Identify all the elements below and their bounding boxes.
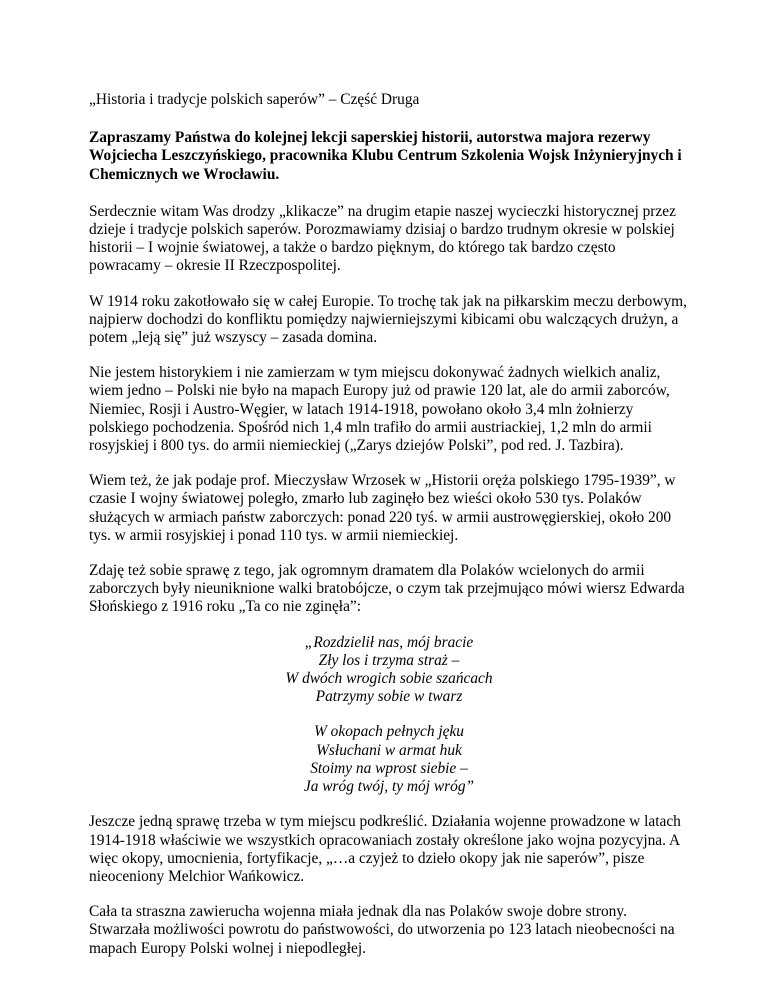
poem-stanza-1 [89, 634, 689, 707]
poem [89, 634, 689, 797]
paragraph-conscription: Nie jestem historykiem i nie zamierzam w tym miejscu dokonywać żadnych wielkich analiz, wiem jedno – Polski nie było na mapach Europy już od prawie 120 lat, ale do armii zaborców, Niemiec, Rosji i Austro-Węgier, w latach 1914-1918, powołano około 3,4 mln żołnierzy polskiego pochodzenia. Spośród nich 1,4 mln trafiło do armii austriackiej, 1,2 mln do armii rosyjskiej i 800 tys. do armii niemieckiej („Zarys dziejów Polski”, pod red. J. Tazbira). [89, 364, 670, 455]
poem-line: Zły los i trzyma straż – [318, 651, 460, 669]
poem-stanza-2 [89, 723, 689, 796]
paragraph-intro: Serdecznie witam Was drodzy „klikacze” na drugim etapie naszej wycieczki historycznej przez dzieje i tradycje polskich saperów. Porozmawiamy dzisiaj o bardzo trudnym okresie w polskiej historii – I wojnie światowej, a także o bardzo pięknym, do którego tak bardzo często powracamy – okresie II Rzeczpospolitej. [89, 202, 676, 275]
poem-line: W okopach pełnych jęku [314, 723, 464, 741]
poem-line: Stoimy na wprost siebie – [310, 759, 468, 777]
poem-line: Ja wróg twój, ty mój wróg” [303, 778, 475, 796]
paragraph-independence: Cała ta straszna zawierucha wojenna miała jednak dla nas Polaków swoje dobre strony. Stwarzała możliwości powrotu do państwowości, do utworzenia po 123 latach nieobecności na mapach Europy Polski wolnej i niepodległej. [89, 903, 675, 957]
paragraph-fratricide: Zdaję też sobie sprawę z tego, jak ogromnym dramatem dla Polaków wcielonych do armii zaborczych były nieuniknione walki bratobójcze, o czym tak przejmująco mówi wiersz Edwarda Słońskiego z 1916 roku „Ta co nie zginęła”: [89, 562, 685, 616]
paragraph-casualties: Wiem też, że jak podaje prof. Mieczysław Wrzosek w „Historii oręża polskiego 1795-1939”, w czasie I wojny światowej poległo, zmarło lub zaginęło bez wieści około 530 tys. Polaków służących w armiach państw zaborczych: ponad 220 tyś. w armii austrowęgierskiej, około 200 tys. w armii rosyjskiej i ponad 110 tys. w armii niemieckiej. [89, 472, 676, 544]
poem-line: Patrzymy sobie w twarz [315, 688, 463, 706]
document-page [89, 91, 689, 975]
poem-line: W dwóch wrogich sobie szańcach [285, 670, 493, 688]
paragraph-positional-war: Jeszcze jedną sprawę trzeba w tym miejscu podkreślić. Działania wojenne prowadzone w latach 1914-1918 właściwie we wszystkich opracowaniach zostały określone jako wojna pozycyjna. A więc okopy, umocnienia, fortyfikacje, „…a czyjeż to dzieło okopy jak nie saperów”, pisze nieoceniony Melchior Wańkowicz. [89, 813, 681, 885]
paragraph-1914: W 1914 roku zakotłowało się w całej Europie. To trochę tak jak na piłkarskim meczu derbowym, najpierw dochodzi do konfliktu pomiędzy najwierniejszymi kibicami obu walczących drużyn, a potem „leją się” już wszyscy – zasada domina. [89, 292, 687, 347]
poem-line: „Rozdzielił nas, mój bracie [304, 633, 474, 651]
document-title: „Historia i tradycje polskich saperów” – Część Druga [89, 91, 420, 108]
lead-paragraph: Zapraszamy Państwa do kolejnej lekcji saperskiej historii, autorstwa majora rezerwy Wojciecha Leszczyńskiego, pracownika Klubu Centrum Szkolenia Wojsk Inżynieryjnych i Chemicznych we Wrocławiu. [89, 129, 682, 183]
poem-line: Wsłuchani w armat huk [316, 741, 462, 759]
